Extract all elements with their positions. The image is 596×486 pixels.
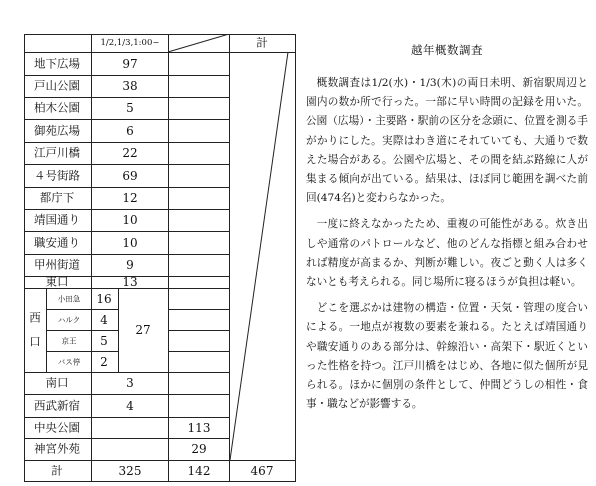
row-name: 江戸川橋 [34, 145, 80, 160]
nishiguchi-subtotal: 27 [135, 323, 151, 337]
row-value: 5 [126, 101, 134, 115]
row-value-col2: 29 [191, 442, 207, 456]
row-value: 22 [122, 146, 138, 160]
sub-name: ハルク [57, 315, 81, 325]
article-paragraph: 一度に終えなかったため、重複の可能性がある。炊き出しや通常のパトロールなど、他のどんな指標と組み合わせれば精度が高まるか、判断が難しい。夜ごと動く人は多くないとも考えられる。同じ場所に寝るほうが負担は軽い。 [306, 218, 588, 289]
row-name: 柏木公園 [34, 100, 80, 115]
census-table [24, 34, 296, 482]
nishiguchi-label-bottom: 口 [29, 334, 41, 349]
row-name: ４号街路 [34, 168, 80, 183]
sub-value: 2 [100, 355, 108, 369]
nishiguchi-label-top: 西 [29, 310, 41, 325]
row-name: 戸山公園 [34, 78, 80, 93]
row-name: 東口 [45, 274, 69, 289]
row-value: 9 [126, 258, 134, 272]
header-date: 1/2,1/3,1:00~ [100, 37, 160, 48]
article-paragraph: 概数調査は1/2(水)・1/3(木)の両日未明、新宿駅周辺と園内の数か所で行った。一部に早い時間の記録を用いた。公園（広場）・主要路・駅前の区分を念頭に、位置を測る手がかりにした。実際はわき道にそれていても、大通りで数えた場合がある。公園や広場と、その間を結ぶ路線に人が集まる傾向が出ている。結果は、ほぼ同じ範囲を調べた前回(474名)と変わらなかった。 [306, 77, 588, 205]
article-paragraph: どこを選ぶかは建物の構造・位置・天気・管理の度合いによる。一地点が複数の要素を兼ねる。たとえば靖国通りや職安通りのある部分は、幹線沿い・高架下・駅近くといった性格を持つ。江戸川橋をはじめ、各地に似た個所が見られる。ほかに個別の条件として、仲間どうしの相性・食事・職などが影響する。 [306, 302, 588, 411]
article-title: 越年概数調査 [411, 43, 483, 57]
sub-value: 5 [100, 334, 108, 348]
row-value-col2: 113 [187, 421, 211, 435]
row-value: 69 [122, 169, 138, 183]
row-name: 南口 [45, 375, 69, 390]
row-name: 職安通り [34, 235, 80, 250]
row-name: 神宮外苑 [34, 441, 80, 456]
total-grand: 467 [250, 464, 274, 478]
header-total: 計 [256, 35, 268, 50]
total-col2: 142 [187, 464, 211, 478]
sub-name: 京王 [61, 336, 77, 346]
total-col1: 325 [118, 464, 142, 478]
row-value: 6 [126, 124, 134, 138]
row-value: 10 [122, 213, 138, 227]
row-name: 甲州街道 [34, 257, 80, 272]
total-label: 計 [51, 463, 63, 478]
article [306, 32, 588, 414]
row-name: 靖国通り [34, 212, 80, 227]
row-name: 御苑広場 [34, 123, 80, 138]
row-value: 10 [122, 236, 138, 250]
row-name: 地下広場 [34, 56, 80, 71]
row-name: 都庁下 [39, 190, 75, 205]
sub-value: 4 [100, 313, 108, 327]
row-value: 4 [126, 399, 134, 413]
row-value: 3 [126, 376, 134, 390]
row-value: 12 [122, 191, 138, 205]
sub-value: 16 [96, 292, 112, 306]
sub-name: 小田急 [57, 294, 81, 304]
sub-name: バス停 [57, 357, 81, 367]
row-name: 西武新宿 [34, 398, 80, 413]
row-name: 中央公園 [34, 420, 80, 435]
row-value: 97 [122, 57, 138, 71]
row-value: 38 [122, 79, 138, 93]
row-value: 13 [122, 275, 138, 289]
